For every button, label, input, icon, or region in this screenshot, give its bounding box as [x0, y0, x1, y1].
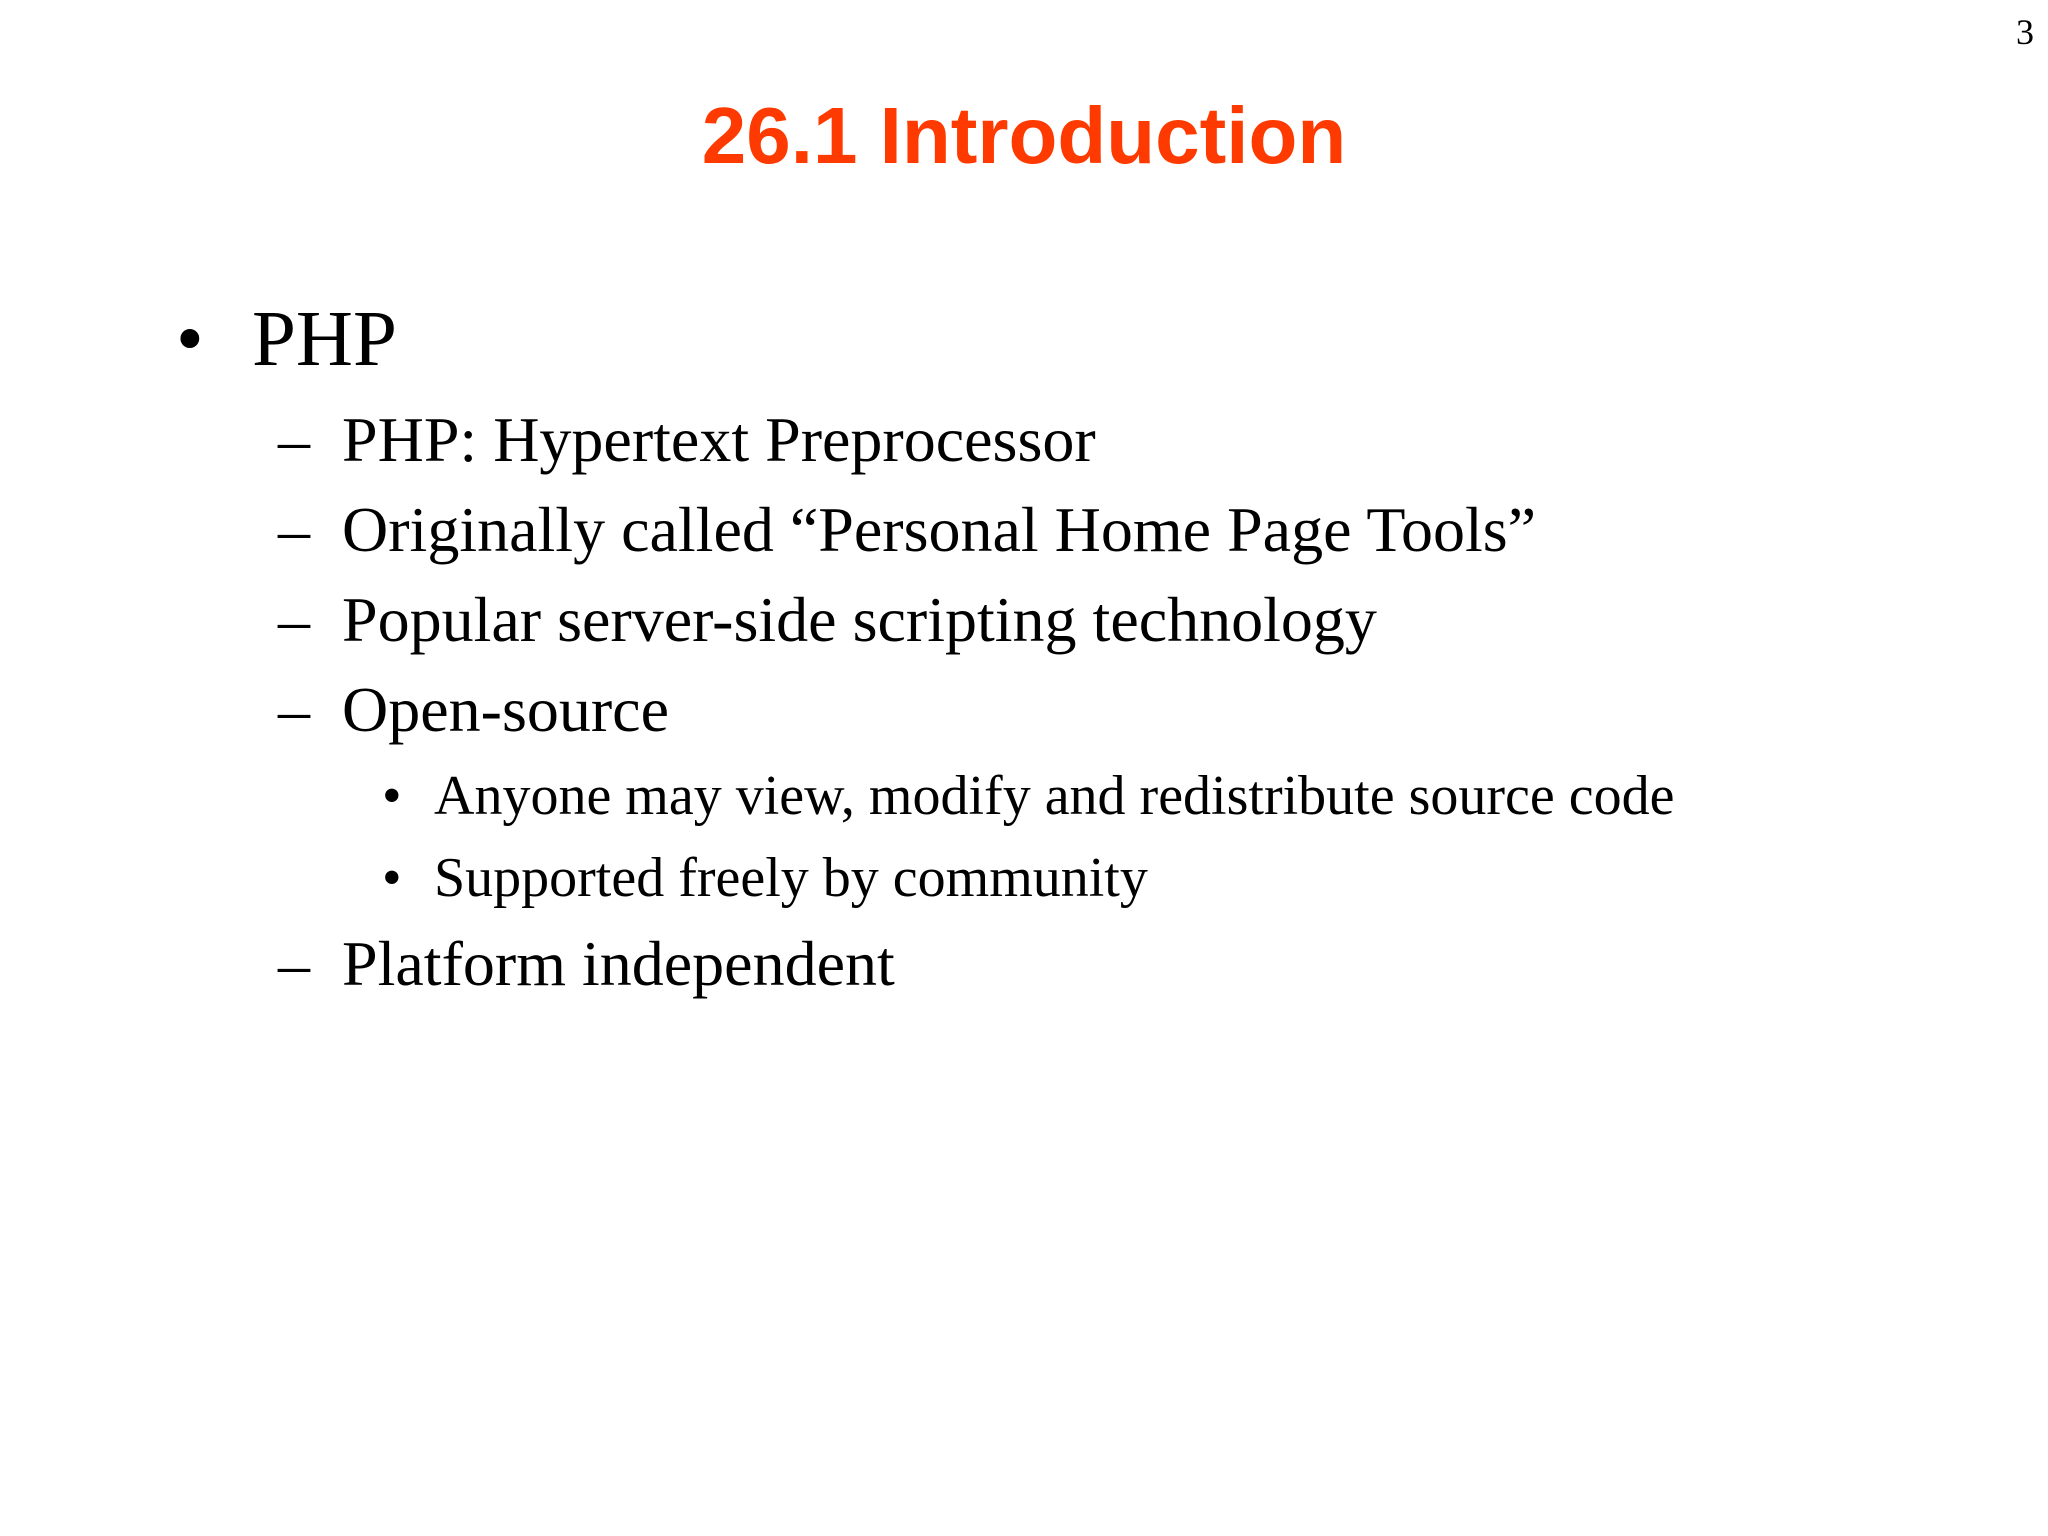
sub-bullet-text: Platform independent — [342, 928, 895, 999]
sub-sub-bullet-text: Supported freely by community — [434, 847, 1148, 909]
dot-marker: • — [382, 765, 402, 827]
sub-sub-bullet-text: Anyone may view, modify and redistribute source code — [434, 765, 1675, 827]
dash-marker: – — [278, 928, 310, 999]
dot-marker: • — [382, 847, 402, 909]
sub-bullet-text: Open-source — [342, 674, 669, 745]
dash-marker: – — [278, 404, 310, 475]
slide-title: 26.1 Introduction — [701, 91, 1347, 180]
sub-bullet-text: Popular server-side scripting technology — [342, 584, 1377, 655]
dash-marker: – — [278, 674, 310, 745]
dash-marker: – — [278, 584, 310, 655]
sub-bullet-text: Originally called “Personal Home Page Tools” — [342, 494, 1537, 565]
bullet-text: PHP — [252, 296, 397, 383]
bullet-marker: • — [176, 296, 204, 383]
sub-bullet-text: PHP: Hypertext Preprocessor — [342, 404, 1096, 475]
page-number: 3 — [2016, 12, 2034, 52]
dash-marker: – — [278, 494, 310, 565]
